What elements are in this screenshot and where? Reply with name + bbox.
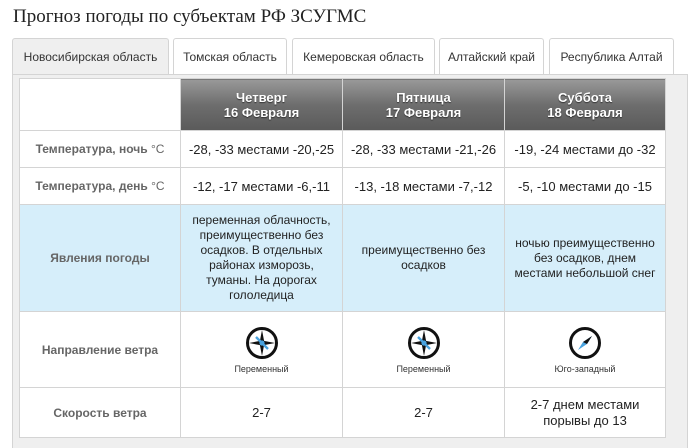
wind-direction-label: Переменный [396, 363, 451, 374]
tab-tomsk[interactable]: Томская область [173, 38, 287, 74]
wind-speed-sat: 2-7 днем местами порывы до 13 [505, 388, 666, 438]
day-weekday: Пятница [396, 89, 451, 105]
tab-kemerovo[interactable]: Кемеровская область [292, 38, 435, 74]
phenomena-thu: переменная облачность, преимущественно без осадков. В отдельных районах изморозь, туманы. На дорогах гололедица [181, 205, 343, 312]
temp-night-sat: -19, -24 местами до -32 [505, 131, 666, 168]
row-label-text: Температура, ночь [35, 142, 148, 156]
page-title: Прогноз погоды по субъектам РФ ЗСУГМС [13, 6, 367, 27]
table-row [20, 131, 666, 168]
compass-southwest-icon [568, 326, 602, 360]
day-weekday: Суббота [558, 89, 612, 105]
day-header-friday [343, 79, 505, 131]
day-date: 17 Февраля [385, 104, 462, 120]
row-label-wind-speed: Скорость ветра [20, 388, 181, 438]
wind-direction-sat [505, 312, 666, 388]
table-row [20, 312, 666, 388]
wind-direction-label: Юго-западный [554, 363, 616, 374]
wind-direction-fri [343, 312, 505, 388]
day-weekday: Четверг [236, 89, 287, 105]
tab-altai-krai[interactable]: Алтайский край [439, 38, 544, 74]
forecast-table [19, 78, 666, 438]
row-label-text: Температура, день [35, 179, 148, 193]
table-row [20, 205, 666, 312]
wind-speed-thu: 2-7 [181, 388, 343, 438]
day-header-thursday [181, 79, 343, 131]
row-label-wind-direction: Направление ветра [20, 312, 181, 388]
day-date: 16 Февраля [223, 104, 300, 120]
temp-day-sat: -5, -10 местами до -15 [505, 168, 666, 205]
day-date: 18 Февраля [547, 104, 623, 120]
temp-night-fri: -28, -33 местами -21,-26 [343, 131, 505, 168]
row-label-phenomena: Явления погоды [20, 205, 181, 312]
wind-speed-fri: 2-7 [343, 388, 505, 438]
temp-day-fri: -13, -18 местами -7,-12 [343, 168, 505, 205]
table-row [20, 388, 666, 438]
day-header-saturday [505, 79, 666, 131]
tab-novosibirsk[interactable]: Новосибирская область [12, 38, 169, 75]
temp-day-thu: -12, -17 местами -6,-11 [181, 168, 343, 205]
wind-direction-label: Переменный [234, 363, 289, 374]
table-corner [20, 79, 181, 131]
unit-label: °C [151, 179, 165, 193]
phenomena-sat: ночью преимущественно без осадков, днем местами небольшой снег [505, 205, 666, 312]
table-row [20, 168, 666, 205]
phenomena-fri: преимущественно без осадков [343, 205, 505, 312]
tab-altai-republic[interactable]: Республика Алтай [549, 38, 674, 74]
wind-direction-thu [181, 312, 343, 388]
row-label-temp-day [20, 168, 181, 205]
compass-variable-icon [407, 326, 441, 360]
unit-label: °C [150, 142, 165, 156]
compass-variable-icon [245, 326, 279, 360]
row-label-temp-night [20, 131, 181, 168]
temp-night-thu: -28, -33 местами -20,-25 [181, 131, 343, 168]
